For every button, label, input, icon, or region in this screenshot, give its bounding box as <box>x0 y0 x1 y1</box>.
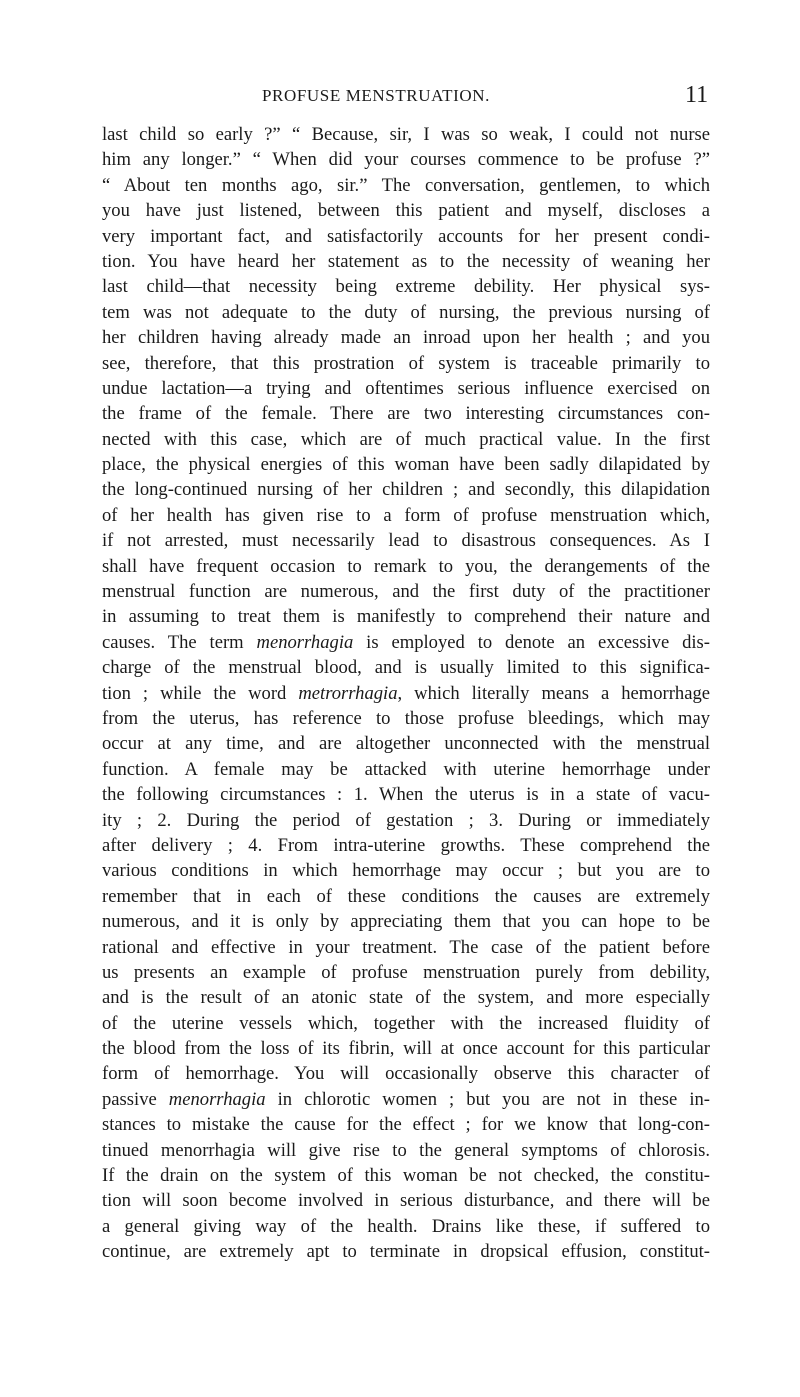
text-line <box>102 198 710 223</box>
running-title: PROFUSE MENSTRUATION. <box>262 86 490 105</box>
text-run: a general giving way of the health. Drains like these, if suffered to <box>102 1215 710 1237</box>
text-run: the frame of the female. There are two interesting circumstances con- <box>102 403 710 425</box>
text-line <box>102 757 710 782</box>
italic-term: menorrhagia <box>168 1088 266 1110</box>
text-run: the blood from the loss of its fibrin, will at once account for this particular <box>102 1038 710 1060</box>
text-run: causes. The term <box>102 631 257 653</box>
text-run: charge of the menstrual blood, and is usually limited to this significa- <box>102 657 710 679</box>
text-line <box>102 224 710 249</box>
text-run: last child so early ?” “ Because, sir, I was so weak, I could not nurse <box>102 124 710 145</box>
text-line <box>102 477 710 502</box>
text-run: tinued menorrhagia will give rise to the general symptoms of chlorosis. <box>102 1139 710 1161</box>
text-run: “ About ten months ago, sir.” The conversation, gentlemen, to which <box>102 174 710 196</box>
text-line <box>102 858 710 883</box>
text-line <box>102 325 710 350</box>
text-line <box>102 1163 710 1188</box>
italic-term: menorrhagia <box>256 631 354 653</box>
text-line <box>102 122 710 147</box>
text-line <box>102 833 710 858</box>
text-run: him any longer.” “ When did your courses commence to be profuse ?” <box>102 149 710 171</box>
text-run: continue, are extremely apt to terminate in dropsical effusion, constitut- <box>102 1241 710 1263</box>
text-line <box>102 960 710 985</box>
text-run: you have just listened, between this patient and myself, discloses a <box>102 200 710 222</box>
italic-term: metrorrhagia <box>298 682 398 704</box>
text-line <box>102 528 710 553</box>
text-line <box>102 554 710 579</box>
text-run: very important fact, and satisfactorily accounts for her present condi- <box>102 225 710 247</box>
text-line <box>102 884 710 909</box>
text-line <box>102 1138 710 1163</box>
page-number: 11 <box>685 82 709 108</box>
text-line <box>102 401 710 426</box>
text-line <box>102 452 710 477</box>
text-run: last child—that necessity being extreme debility. Her physical sys- <box>102 276 710 298</box>
text-run: passive <box>102 1088 169 1110</box>
text-run: from the uterus, has reference to those profuse bleedings, which may <box>102 707 710 729</box>
text-line <box>102 1061 710 1086</box>
text-run: , which literally means a hemorrhage <box>397 682 710 704</box>
text-run: If the drain on the system of this woman be not checked, the constitu- <box>102 1165 710 1187</box>
text-line <box>102 935 710 960</box>
text-run: tion will soon become involved in serious disturbance, and there will be <box>102 1190 710 1212</box>
text-run: and is the result of an atonic state of the system, and more especially <box>102 987 710 1009</box>
text-line <box>102 1112 710 1137</box>
text-run: us presents an example of profuse menstruation purely from debility, <box>102 961 710 983</box>
text-line <box>102 630 710 655</box>
body-text <box>102 122 710 1265</box>
text-run: various conditions in which hemorrhage may occur ; but you are to <box>102 860 710 882</box>
text-line <box>102 706 710 731</box>
text-run: undue lactation—a trying and oftentimes serious influence exercised on <box>102 377 710 399</box>
text-line <box>102 1239 710 1264</box>
text-run: rational and effective in your treatment. The case of the patient before <box>102 936 710 958</box>
text-line <box>102 1036 710 1061</box>
text-run: numerous, and it is only by appreciating them that you can hope to be <box>102 911 710 933</box>
text-run: nected with this case, which are of much practical value. In the first <box>102 428 710 450</box>
text-run: remember that in each of these conditions the causes are extremely <box>102 885 710 907</box>
text-line <box>102 173 710 198</box>
text-line <box>102 782 710 807</box>
text-line <box>102 579 710 604</box>
text-run: tion. You have heard her statement as to the necessity of weaning her <box>102 250 710 272</box>
text-line <box>102 1087 710 1112</box>
text-run: ity ; 2. During the period of gestation ; 3. During or immediately <box>102 809 710 831</box>
text-line <box>102 1214 710 1239</box>
text-run: menstrual function are numerous, and the first duty of the practitioner <box>102 581 710 603</box>
running-head <box>0 82 800 114</box>
text-run: after delivery ; 4. From intra-uterine growths. These comprehend the <box>102 834 710 856</box>
text-run: place, the physical energies of this woman have been sadly dilapidated by <box>102 454 710 476</box>
text-run: in assuming to treat them is manifestly to comprehend their nature and <box>102 606 710 628</box>
text-run: shall have frequent occasion to remark to you, the derangements of the <box>102 555 710 577</box>
text-line <box>102 1011 710 1036</box>
text-run: her children having already made an inroad upon her health ; and you <box>102 327 710 349</box>
text-line <box>102 503 710 528</box>
text-line <box>102 1188 710 1213</box>
text-line <box>102 274 710 299</box>
text-run: in chlorotic women ; but you are not in these in- <box>265 1088 711 1110</box>
text-run: if not arrested, must necessarily lead to disastrous consequences. As I <box>102 530 710 552</box>
text-run: occur at any time, and are altogether unconnected with the menstrual <box>102 733 710 755</box>
text-run: stances to mistake the cause for the effect ; for we know that long-con- <box>102 1114 710 1136</box>
text-run: of her health has given rise to a form of profuse menstruation which, <box>102 504 710 526</box>
text-line <box>102 808 710 833</box>
text-line <box>102 300 710 325</box>
text-run: see, therefore, that this prostration of system is traceable primarily to <box>102 352 710 374</box>
text-run: is employed to denote an excessive dis- <box>353 631 710 653</box>
text-run: tion ; while the word <box>102 682 299 704</box>
text-line <box>102 427 710 452</box>
text-line <box>102 731 710 756</box>
text-line <box>102 249 710 274</box>
text-line <box>102 147 710 172</box>
text-run: the following circumstances : 1. When the uterus is in a state of vacu- <box>102 784 710 806</box>
text-line <box>102 681 710 706</box>
text-line <box>102 655 710 680</box>
text-line <box>102 985 710 1010</box>
text-line <box>102 351 710 376</box>
text-line <box>102 604 710 629</box>
text-line <box>102 376 710 401</box>
text-run: tem was not adequate to the duty of nursing, the previous nursing of <box>102 301 710 323</box>
text-line <box>102 909 710 934</box>
text-run: form of hemorrhage. You will occasionally observe this character of <box>102 1063 710 1085</box>
text-run: the long-continued nursing of her children ; and secondly, this dilapidation <box>102 479 710 501</box>
text-run: of the uterine vessels which, together with the increased fluidity of <box>102 1012 710 1034</box>
text-run: function. A female may be attacked with uterine hemorrhage under <box>102 758 710 780</box>
